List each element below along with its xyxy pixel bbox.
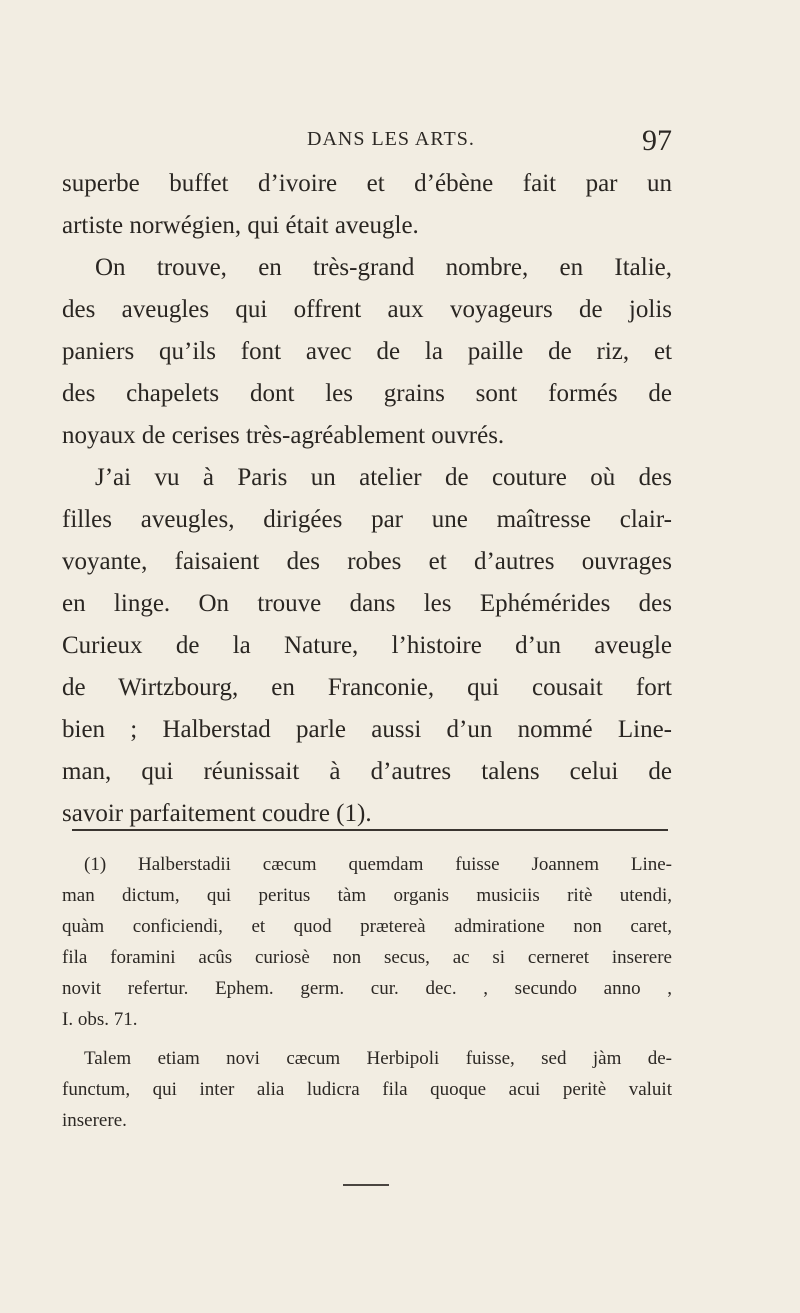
footnote-line: novit refertur. Ephem. germ. cur. dec. , secundo anno ,	[62, 978, 672, 999]
page-header	[62, 124, 672, 164]
text-line: On trouve, en très-grand nombre, en Italie,	[95, 254, 672, 281]
main-text-block	[62, 163, 672, 835]
text-line: des aveugles qui offrent aux voyageurs de jolis	[62, 296, 672, 323]
text-line: des chapelets dont les grains sont formés de	[62, 380, 672, 407]
text-line: J’ai vu à Paris un atelier de couture où des	[95, 464, 672, 491]
page-number: 97	[642, 124, 672, 157]
text-line: savoir parfaitement coudre (1).	[62, 800, 372, 827]
footnote-line: quàm conficiendi, et quod prætereà admiratione non caret,	[62, 916, 672, 937]
footnote-line: (1) Halberstadii cæcum quemdam fuisse Joannem Line-	[84, 854, 672, 875]
footnote-line: functum, qui inter alia ludicra fila quoque acui peritè valuit	[62, 1079, 672, 1100]
text-line: voyante, faisaient des robes et d’autres ouvrages	[62, 548, 672, 575]
text-line: paniers qu’ils font avec de la paille de riz, et	[62, 338, 672, 365]
text-line: Curieux de la Nature, l’histoire d’un aveugle	[62, 632, 672, 659]
footnote-line: man dictum, qui peritus tàm organis musiciis ritè utendi,	[62, 885, 672, 906]
footnote-line: Talem etiam novi cæcum Herbipoli fuisse, sed jàm de-	[84, 1048, 672, 1069]
footnote-line: inserere.	[62, 1110, 127, 1131]
end-ornament-rule	[343, 1184, 389, 1186]
text-line: artiste norwégien, qui était aveugle.	[62, 212, 419, 239]
footnote-separator-rule	[72, 829, 668, 831]
text-line: noyaux de cerises très-agréablement ouvrés.	[62, 422, 505, 449]
text-line: man, qui réunissait à d’autres talens celui de	[62, 758, 672, 785]
footnotes-block	[62, 849, 672, 1136]
text-line: filles aveugles, dirigées par une maîtresse clair-	[62, 506, 672, 533]
text-line: en linge. On trouve dans les Ephémérides des	[62, 590, 672, 617]
running-head: DANS LES ARTS.	[307, 128, 475, 150]
text-line: de Wirtzbourg, en Franconie, qui cousait fort	[62, 674, 672, 701]
footnote-line: fila foramini acûs curiosè non secus, ac si cerneret inserere	[62, 947, 672, 968]
text-line: bien ; Halberstad parle aussi d’un nommé Line-	[62, 716, 672, 743]
text-line: superbe buffet d’ivoire et d’ébène fait par un	[62, 170, 672, 197]
footnote-line: I. obs. 71.	[62, 1009, 138, 1030]
